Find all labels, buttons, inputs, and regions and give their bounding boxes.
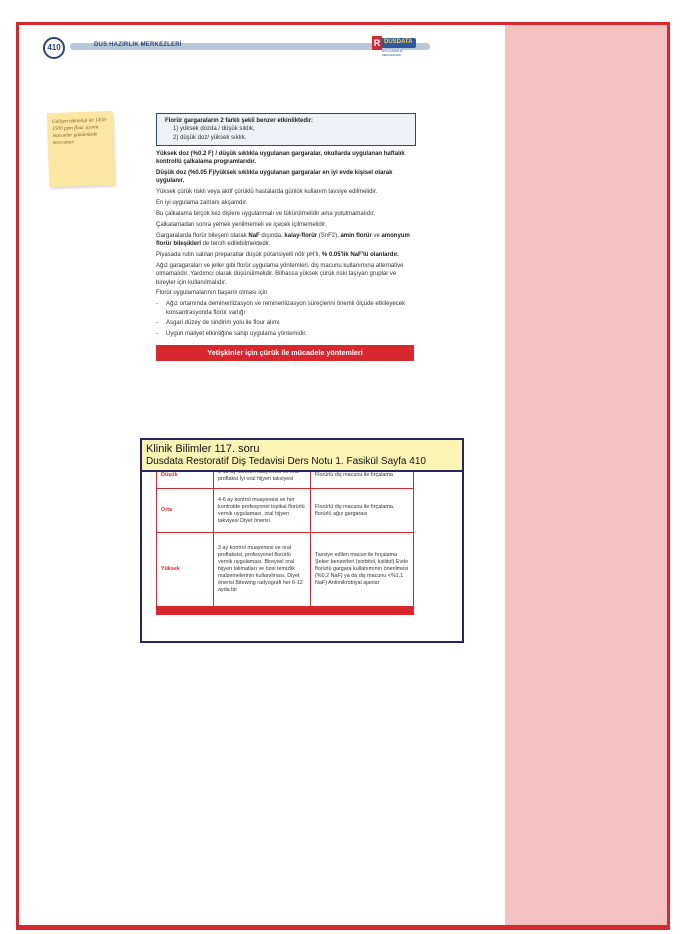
paragraph: En iyi uygulama zamanı akşamdır. (156, 200, 248, 207)
paragraph: Bu çalkalama birçok kez dişlere uygulanmalı ve tükürülmelidir ama yutulmamalıdır. (156, 211, 376, 218)
paragraph: Yüksek çürük riskli veya aktif çürüklü hastalarda günlük kullanım tavsiye edilmelidir. (156, 189, 378, 196)
overlay-question: Klinik Bilimler 117. soru (146, 443, 260, 455)
bold-text: % 0.05'lik NaF'lü olanlardır. (321, 252, 399, 259)
header-title: DUS HAZIRLIK MERKEZLERİ (94, 42, 182, 48)
bold-text: kalay-florür (284, 232, 318, 239)
risk-level: Orta (157, 489, 214, 533)
logo-subtitle: DUS HAZIRLIK MERKEZLERİ (382, 49, 403, 57)
bullet-dash: - (156, 320, 158, 327)
clinic-methods: 3 ay kontrol muayenesi ve oral proflaksisi, profesyonel florürlü vernik uygulaması. Bireysel oral hijyen talimatları ve özel temizlik malzemelerinin kullanılması, Diyet önerisi Bitewing radyografi her 6-12 ayda bir (214, 533, 311, 607)
bold-text: NaF (248, 232, 260, 239)
page-number: 410 (43, 37, 65, 59)
pink-side-strip (505, 25, 667, 925)
paragraph: Ağız garagaraları ve jeller gibi florür uygulama yöntemleri, diş macunu kullanımına alternative olmamalıdır. Yardımcı olarak düşünülmelidir. Bilhassa yüksek çürük riski taşıyan gruplar ve bireyler için kullanılmalıdır. (156, 262, 404, 286)
text: ve (371, 232, 382, 239)
info-box-item: 2) düşük doz/ yüksek sıklık. (173, 134, 247, 141)
risk-level: Düşük (157, 463, 214, 489)
clinic-methods: proflaksi İyi oral hijyen takviyesi (214, 463, 311, 489)
info-box (156, 113, 416, 146)
text: dışında, (259, 232, 285, 239)
text: Gargaralarda florür bileşeni olarak (156, 232, 249, 239)
risk-level: Yüksek (157, 533, 214, 607)
main-content (156, 113, 416, 361)
bullet-dash: - (156, 331, 158, 338)
bullet-item (156, 330, 416, 338)
info-box-item: 1) yüksek dozda / düşük sıklık, (173, 126, 255, 133)
dusdata-logo (372, 36, 416, 57)
text: de tercih edilebilmektedir. (201, 241, 271, 248)
info-box-title: Florür gargaraların 2 farklı şekli benzer etkinliktedir: (165, 118, 314, 124)
home-methods: Florürlü diş macunu ile fırçalama, florürlü ağız gargarası (311, 489, 414, 533)
paragraph-high-dose: Yüksek doz (%0.2 F) / düşük sıklıkla uygulanan gargaralar, okullarda uygulanan haftalık kontrollü çalkalama programlarıdır. (156, 150, 405, 166)
overlay-header (142, 440, 462, 472)
question-overlay (140, 438, 464, 643)
paragraph: Florür uygulamalarının başarılı olması için (156, 290, 268, 297)
home-methods: Tavsiye edilen macun ile fırçalama Şeker benzerleri (sorbitol, ksilitol) Evde florürlü gargara kullanımının önerilmesi (%0,2 NaF) ya da diş macunu <%1,1 NaF) Antimikrobiyal ajanlar (311, 533, 414, 607)
bullet-text: Asgari düzey de sindirim yolu ile flour alımı (166, 320, 280, 327)
paragraph: Çalkalamadan sonra yemek yenilmemeli ve içecek içilmemelidir. (156, 221, 327, 228)
bullet-dash: - (156, 301, 158, 308)
logo-text: DUSDATA (384, 39, 413, 45)
table-title: Yetişkinler için çürük ile mücadele yöntemleri (156, 345, 414, 361)
bullet-item (156, 319, 416, 327)
text: Piyasada rutin satılan preparatlar düşük potansiyelli nötr pH'lı, (156, 252, 322, 259)
bold-text: amonyum florür bileşikleri (156, 232, 410, 248)
bullet-text: Ağız ortamında deminerilizasyon ve reminerilizasyon süreçlerini önemli ölçüde etkileyecek konsantrasyonda florür varlığı (166, 301, 406, 316)
overlay-source: Dusdata Restoratif Diş Tedavisi Ders Notu 1. Fasikül Sayfa 410 (146, 456, 426, 467)
clinic-methods: 4-6 ay kontrol muayenesi ve her kontrolde profesyonel topikal florürlü vernik uygulaması, oral hijyen takviyesi Diyet önerisi (214, 489, 311, 533)
bold-text: amin florür (340, 232, 372, 239)
paragraph-preparations (156, 251, 416, 259)
home-methods: Florürlü diş macunu ile fırçalama (311, 463, 414, 489)
logo-letter: R (373, 38, 381, 48)
bullet-text: Uygun maliyet etkinliğine sahip uygulama yöntemidir. (166, 331, 307, 338)
bullet-item (156, 300, 416, 317)
paragraph-low-dose: Düşük doz (%0.05 F)/yüksek sıklıkla uygulanan gargaralar en iyi evde kişisel olarak uygulanır. (156, 170, 393, 185)
text: (SnF2), (317, 232, 341, 239)
sticky-note: Gelişen teknoloji ile 1450-1500 ppm flour içeren macunlar günümüzde mevcuttur. (47, 111, 116, 187)
paragraph-fluoride-compounds (156, 232, 416, 249)
